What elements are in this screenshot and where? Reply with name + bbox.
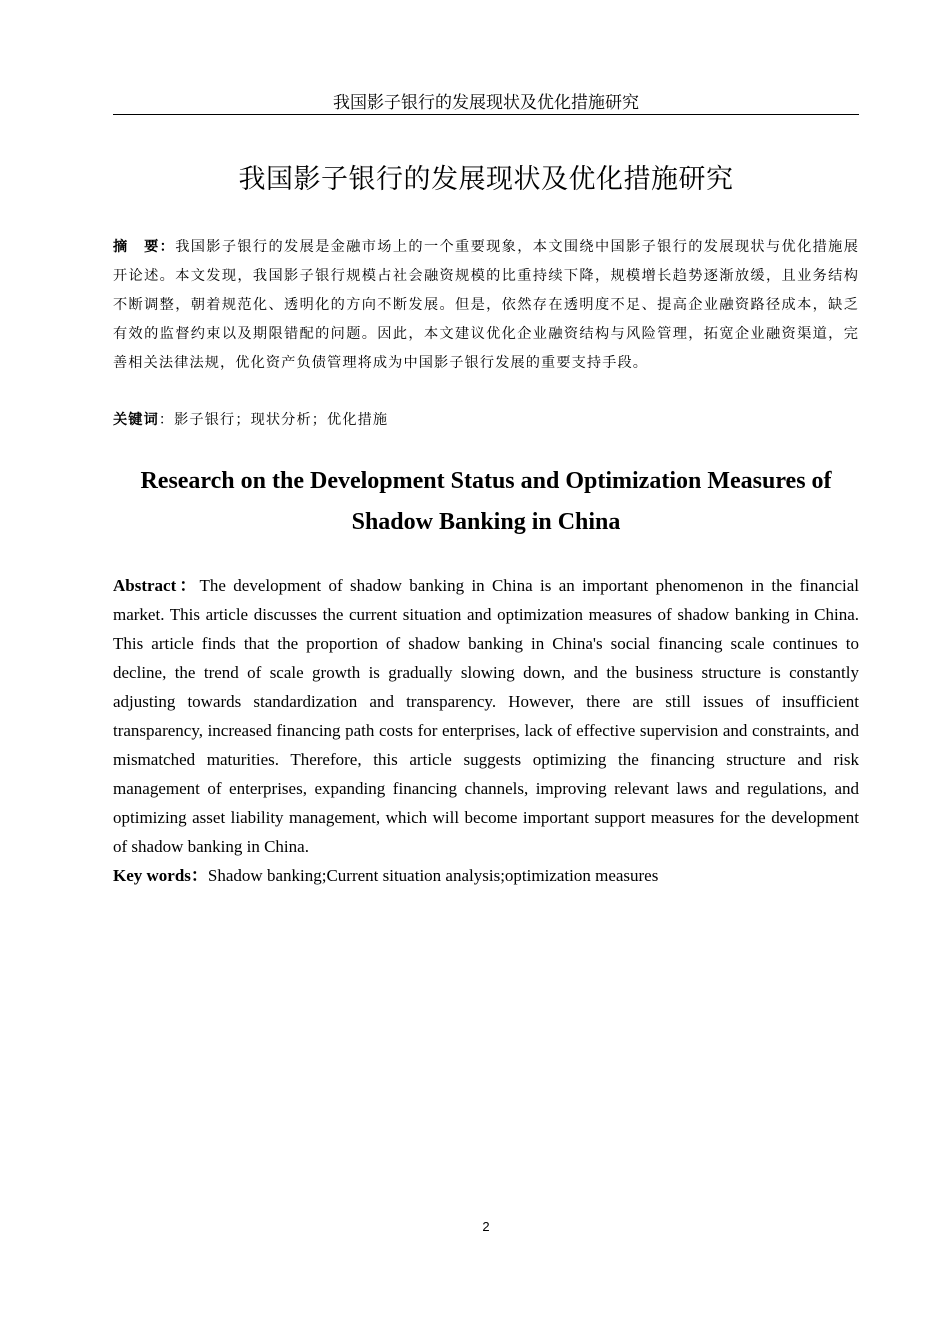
chinese-title: 我国影子银行的发展现状及优化措施研究 bbox=[238, 164, 734, 195]
chinese-keywords-separator: ： bbox=[158, 412, 175, 428]
english-keywords-text: Shadow banking;Current situation analysis;optimization measures bbox=[207, 866, 659, 885]
chinese-keywords-label: 关键词 bbox=[113, 412, 159, 428]
english-keywords bbox=[113, 861, 859, 890]
chinese-abstract bbox=[113, 233, 859, 378]
english-title bbox=[113, 461, 859, 543]
page-number: 2 bbox=[482, 1219, 490, 1234]
chinese-abstract-text: 我国影子银行的发展是金融市场上的一个重要现象，本文围绕中国影子银行的发展现状与优化措施展开论述。本文发现，我国影子银行规模占社会融资规模的比重持续下降，规模增长趋势逐渐放缓，且业务结构不断调整，朝着规范化、透明化的方向不断发展。但是，依然存在透明度不足、提高企业融资路径成本，缺乏有效的监督约束以及期限错配的问题。因此，本文建议优化企业融资结构与风险管理，拓宽企业融资渠道，完善相关法律法规，优化资产负债管理将成为中国影子银行发展的重要支持手段。 bbox=[113, 239, 859, 371]
english-abstract bbox=[113, 571, 859, 861]
english-title-line-1: Research on the Development Status and Optimization Measures of bbox=[140, 468, 832, 494]
chinese-abstract-label: 摘 要： bbox=[113, 239, 176, 255]
chinese-keywords bbox=[113, 406, 859, 435]
english-abstract-label: Abstract： bbox=[113, 576, 200, 595]
english-abstract-text: The development of shadow banking in China is an important phenomenon in the financial market. This article discusses the current situation and optimization measures of shadow banking in China. This article finds that the proportion of shadow banking in China's social financing scale continues to decline, the trend of scale growth is gradually slowing down, and the business structure is constantly adjusting towards standardization and transparency. However, there are still issues of insufficient transparency, increased financing path costs for enterprises, lack of effective supervision and constraints, and mismatched maturities. Therefore, this article suggests optimizing the financing structure and risk management of enterprises, expanding financing channels, improving relevant laws and regulations, and optimizing asset liability management, which will become important support measures for the development of shadow banking in China. bbox=[113, 576, 859, 856]
header-rule bbox=[113, 114, 859, 115]
english-title-line-2: Shadow Banking in China bbox=[351, 509, 621, 535]
english-keywords-label: Key words： bbox=[113, 866, 208, 885]
running-header: 我国影子银行的发展现状及优化措施研究 bbox=[333, 93, 639, 113]
chinese-keywords-text: 影子银行；现状分析；优化措施 bbox=[174, 412, 389, 428]
